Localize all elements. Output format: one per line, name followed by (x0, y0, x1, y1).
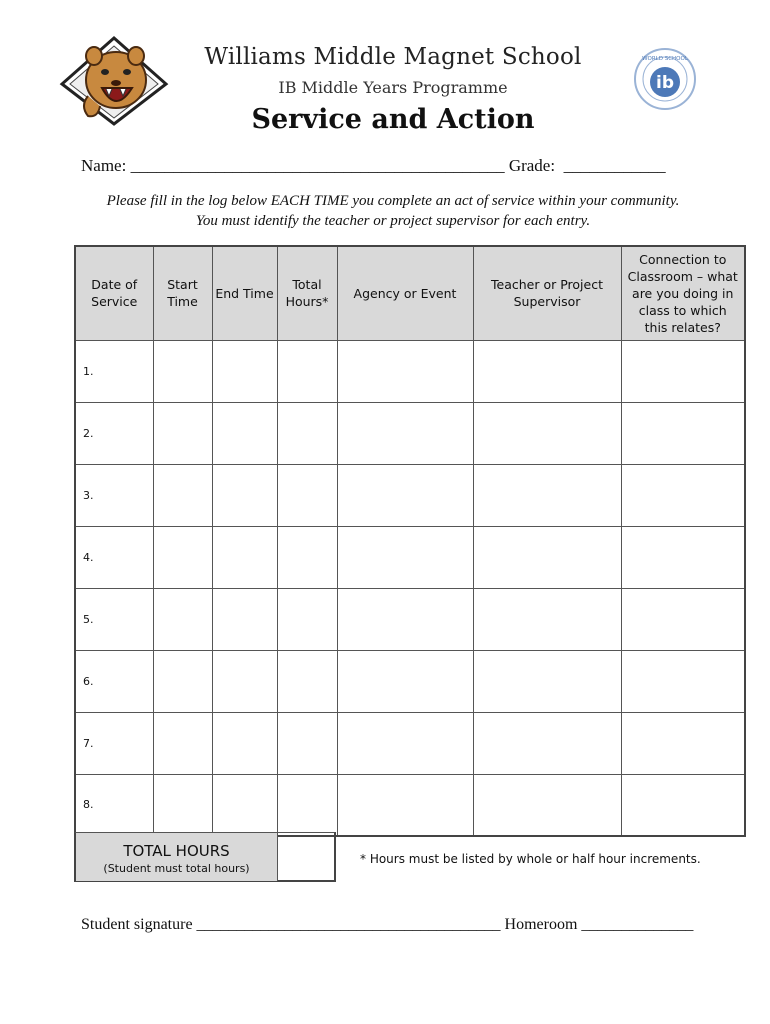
column-header: Teacher or Project Supervisor (473, 246, 621, 340)
name-field[interactable]: ____________________________________________ (130, 156, 505, 175)
table-cell[interactable] (337, 712, 473, 774)
table-row (75, 774, 745, 836)
name-grade-line (81, 156, 666, 176)
table-cell[interactable] (277, 588, 337, 650)
total-hours-label-cell (76, 833, 278, 881)
grade-label: Grade: (508, 156, 556, 175)
hours-footnote: * Hours must be listed by whole or half hour increments. (360, 852, 701, 866)
table-row (75, 650, 745, 712)
total-hours-box (74, 832, 336, 882)
table-cell[interactable] (153, 526, 212, 588)
ib-ring-text: WORLD SCHOOL (642, 56, 688, 62)
table-cell[interactable] (621, 650, 745, 712)
service-log-table (74, 245, 746, 837)
table-cell[interactable] (621, 402, 745, 464)
table-cell[interactable] (473, 526, 621, 588)
table-cell[interactable] (212, 402, 277, 464)
column-header: Connection to Classroom – what are you doing in class to which this relates? (621, 246, 745, 340)
table-row (75, 340, 745, 402)
table-cell[interactable] (212, 464, 277, 526)
table-cell[interactable] (621, 340, 745, 402)
signature-line (81, 916, 693, 934)
name-label: Name: (81, 156, 127, 175)
table-cell[interactable] (153, 340, 212, 402)
table-header-row (75, 246, 745, 340)
table-cell[interactable] (212, 650, 277, 712)
table-cell[interactable] (337, 774, 473, 836)
table-cell[interactable] (277, 402, 337, 464)
row-number: 4. (75, 526, 153, 588)
row-number: 1. (75, 340, 153, 402)
table-cell[interactable] (153, 774, 212, 836)
table-row (75, 712, 745, 774)
table-row (75, 402, 745, 464)
table-cell[interactable] (277, 526, 337, 588)
row-number: 3. (75, 464, 153, 526)
table-cell[interactable] (337, 526, 473, 588)
table-cell[interactable] (212, 340, 277, 402)
table-cell[interactable] (153, 712, 212, 774)
table-cell[interactable] (212, 526, 277, 588)
table-row (75, 526, 745, 588)
table-cell[interactable] (621, 588, 745, 650)
table-cell[interactable] (473, 712, 621, 774)
signature-field[interactable]: ______________________________________ (196, 916, 501, 933)
column-header: Date of Service (75, 246, 153, 340)
table-cell[interactable] (153, 588, 212, 650)
table-cell[interactable] (621, 526, 745, 588)
row-number: 7. (75, 712, 153, 774)
homeroom-field[interactable]: ______________ (581, 916, 694, 933)
row-number: 2. (75, 402, 153, 464)
column-header: Agency or Event (337, 246, 473, 340)
table-cell[interactable] (153, 650, 212, 712)
programme-name: IB Middle Years Programme (278, 78, 508, 97)
table-cell[interactable] (473, 650, 621, 712)
table-cell[interactable] (621, 464, 745, 526)
row-number: 8. (75, 774, 153, 836)
table-cell[interactable] (473, 340, 621, 402)
table-cell[interactable] (277, 774, 337, 836)
table-cell[interactable] (621, 774, 745, 836)
ib-badge-text: ib (656, 73, 674, 93)
table-cell[interactable] (277, 650, 337, 712)
table-cell[interactable] (337, 402, 473, 464)
grade-field[interactable]: ____________ (563, 156, 666, 175)
total-hours-field[interactable] (278, 833, 334, 881)
table-cell[interactable] (277, 712, 337, 774)
table-row (75, 464, 745, 526)
row-number: 5. (75, 588, 153, 650)
signature-label: Student signature (81, 916, 193, 933)
total-hours-sublabel: (Student must total hours) (103, 862, 250, 875)
total-hours-label: TOTAL HOURS (123, 842, 230, 860)
table-cell[interactable] (153, 464, 212, 526)
column-header: Start Time (153, 246, 212, 340)
school-name: Williams Middle Magnet School (204, 44, 582, 70)
table-cell[interactable] (212, 588, 277, 650)
row-number: 6. (75, 650, 153, 712)
form-title: Service and Action (251, 104, 535, 135)
table-cell[interactable] (337, 650, 473, 712)
table-cell[interactable] (212, 712, 277, 774)
table-cell[interactable] (473, 402, 621, 464)
table-cell[interactable] (621, 712, 745, 774)
homeroom-label: Homeroom (504, 916, 578, 933)
table-cell[interactable] (212, 774, 277, 836)
table-cell[interactable] (473, 588, 621, 650)
table-cell[interactable] (473, 774, 621, 836)
instruction-line-1: Please fill in the log below EACH TIME you complete an act of service within your community. (106, 193, 680, 209)
column-header: Total Hours* (277, 246, 337, 340)
instruction-line-2: You must identify the teacher or project supervisor for each entry. (195, 213, 591, 229)
table-cell[interactable] (337, 588, 473, 650)
table-cell[interactable] (277, 464, 337, 526)
column-header: End Time (212, 246, 277, 340)
table-cell[interactable] (337, 340, 473, 402)
table-cell[interactable] (473, 464, 621, 526)
table-cell[interactable] (153, 402, 212, 464)
table-row (75, 588, 745, 650)
table-cell[interactable] (337, 464, 473, 526)
table-cell[interactable] (277, 340, 337, 402)
